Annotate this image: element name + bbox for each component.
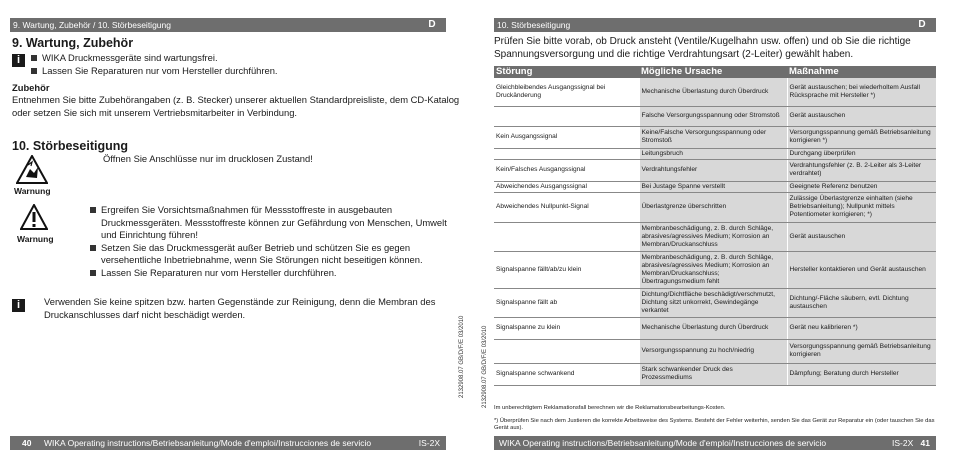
document-code: 2132908.07 GB/D/F/E 03/2010: [459, 315, 465, 398]
cell-stoerung: [494, 339, 639, 363]
table-row: [494, 181, 936, 192]
cell-massnahme: Versorgungsspannung gemäß Betriebsanleitung korrigieren *): [787, 126, 936, 148]
table-row: [494, 106, 936, 126]
left-footer: [10, 436, 446, 450]
cell-massnahme: Dämpfung; Beratung durch Hersteller: [787, 363, 936, 385]
warning-label: Warnung: [17, 234, 54, 244]
bullet-item: Ergreifen Sie Vorsichtsmaßnahmen für Messstoffreste in ausgebauten Druckmessgeräten. Messstoffreste können zur Gefährdung von Menschen, Umwelt und Einrichtung führen!: [89, 204, 459, 242]
cell-massnahme: Zulässige Überlastgrenze einhalten (siehe Betriebsanleitung); Nullpunkt mittels Potentiometer korrigieren; *): [787, 192, 936, 222]
bullet-item: Lassen Sie Reparaturen nur vom Hersteller durchführen.: [30, 65, 450, 78]
info-icon: i: [12, 299, 25, 312]
table-row: [494, 339, 936, 363]
left-header-bar: [10, 18, 446, 32]
cell-ursache: Mechanische Überlastung durch Überdruck: [639, 317, 787, 339]
bullet-item: Setzen Sie das Druckmessgerät außer Betrieb und schützen Sie es gegen versehentliche Inbetriebnahme, wenn Sie Störungen nicht beseitigen können.: [89, 242, 459, 267]
table-row: [494, 148, 936, 159]
table-row: [494, 222, 936, 251]
cell-stoerung: Abweichendes Nullpunkt-Signal: [494, 192, 639, 222]
page-number: 41: [920, 438, 930, 448]
right-header-bar: [494, 18, 936, 32]
cell-stoerung: Abweichendes Ausgangssignal: [494, 181, 639, 192]
column-header: Störung: [494, 66, 639, 78]
footer-model: IS-2X: [418, 438, 440, 448]
cell-ursache: Dichtung/Dichtfläche beschädigt/verschmutzt, Dichtung sitzt unkorrekt, Gewindegänge verkantet: [639, 288, 787, 317]
footer-text: WIKA Operating instructions/Betriebsanleitung/Mode d'emploi/Instrucciones de servicio: [44, 438, 372, 448]
troubleshooting-table: [494, 66, 936, 386]
right-footer: [494, 436, 936, 450]
table-row: [494, 251, 936, 288]
cell-stoerung: Signalspanne schwankend: [494, 363, 639, 385]
section-9-bullets: [30, 52, 450, 77]
table-row: [494, 317, 936, 339]
table-row: [494, 363, 936, 385]
cell-ursache: Verdrahtungsfehler: [639, 159, 787, 181]
cell-stoerung: Gleichbleibendes Ausgangssignal bei Druckänderung: [494, 78, 639, 106]
bullet-item: WIKA Druckmessgeräte sind wartungsfrei.: [30, 52, 450, 65]
cell-massnahme: Gerät neu kalibrieren *): [787, 317, 936, 339]
cell-stoerung: Kein Ausgangssignal: [494, 126, 639, 148]
intro-text: Prüfen Sie bitte vorab, ob Druck ansteht (Ventile/Kugelhahn usw. offen) und ob Sie die richtige Spannungsversorgung und die richtige Verdrahtungsart (2-Leiter) gewählt haben.: [494, 36, 911, 60]
footer-text: WIKA Operating instructions/Betriebsanleitung/Mode d'emploi/Instrucciones de servicio: [499, 438, 827, 448]
cell-massnahme: Hersteller kontaktieren und Gerät austauschen: [787, 251, 936, 288]
cell-stoerung: Signalspanne fällt/ab/zu klein: [494, 251, 639, 288]
table-row: [494, 78, 936, 106]
cell-massnahme: Durchgang überprüfen: [787, 148, 936, 159]
cell-ursache: Keine/Falsche Versorgungsspannung oder Stromstoß: [639, 126, 787, 148]
section-10-title: 10. Störbeseitigung: [12, 139, 128, 153]
info-2-text: Verwenden Sie keine spitzen bzw. harten Gegenstände zur Reinigung, denn die Membran des Druckanschlusses darf nicht beschädigt werden.: [44, 296, 436, 320]
cell-massnahme: Versorgungsspannung gemäß Betriebsanleitung korrigieren: [787, 339, 936, 363]
left-header-title: 9. Wartung, Zubehör / 10. Störbeseitigung: [13, 20, 171, 30]
table-row: [494, 192, 936, 222]
table-row: [494, 288, 936, 317]
footnote-reklamation: Im unberechtigtem Reklamationsfall berechnen wir die Reklamationsbearbeitungs-Kosten.: [494, 405, 726, 411]
cell-ursache: Membranbeschädigung, z. B. durch Schläge, abrasives/agressives Medium; Korrosion an Membran/Druckanschluss: [639, 222, 787, 251]
cell-ursache: Versorgungsspannung zu hoch/niedrig: [639, 339, 787, 363]
cell-stoerung: Kein/Falsches Ausgangssignal: [494, 159, 639, 181]
section-9-title: 9. Wartung, Zubehör: [12, 36, 134, 50]
cell-ursache: Membranbeschädigung, z. B. durch Schläge, abrasives/agressives Medium; Korrosion an Membran/Druckanschluss; Übertragungsmedium fehlt: [639, 251, 787, 288]
zubehoer-title: Zubehör: [12, 82, 50, 93]
cell-stoerung: Signalspanne fällt ab: [494, 288, 639, 317]
cell-massnahme: Geeignete Referenz benutzen: [787, 181, 936, 192]
zubehoer-text: Entnehmen Sie bitte Zubehörangaben (z. B. Stecker) unserer aktuellen Standardpreisliste, dem CD-Katalog oder setzen Sie sich mit unserem Vertriebsmitarbeiter in Verbindung.: [12, 94, 460, 118]
cell-stoerung: Signalspanne zu klein: [494, 317, 639, 339]
cell-stoerung: [494, 106, 639, 126]
table-row: [494, 159, 936, 181]
hand-hazard-icon: [16, 155, 48, 184]
cell-ursache: Stark schwankender Druck des Prozessmediums: [639, 363, 787, 385]
cell-massnahme: Dichtung/-Fläche säubern, evtl. Dichtung austauschen: [787, 288, 936, 317]
warning-triangle-icon: [20, 204, 48, 230]
footer-model: IS-2X: [892, 438, 914, 448]
cell-ursache: Überlastgrenze überschritten: [639, 192, 787, 222]
language-badge: D: [918, 19, 926, 30]
right-header-title: 10. Störbeseitigung: [497, 20, 571, 30]
cell-ursache: Falsche Versorgungsspannung oder Stromstoß: [639, 106, 787, 126]
cell-massnahme: Gerät austauschen; bei wiederholtem Ausfall Rücksprache mit Hersteller *): [787, 78, 936, 106]
table-header-row: [494, 66, 936, 78]
warning-1-text: Öffnen Sie Anschlüsse nur im drucklosen Zustand!: [103, 153, 313, 164]
warning-label: Warnung: [14, 186, 51, 196]
cell-ursache: Leitungsbruch: [639, 148, 787, 159]
table-row: [494, 126, 936, 148]
cell-stoerung: [494, 222, 639, 251]
info-icon: i: [12, 54, 25, 67]
cell-massnahme: Gerät austauschen: [787, 222, 936, 251]
footnote-asterisk: *) Überprüfen Sie nach dem Justieren die korrekte Arbeitsweise des Systems. Besteht der Fehler weiterhin, senden Sie das Gerät zur Reparatur ein (oder tauschen Sie das Gerät aus).: [494, 418, 935, 431]
warning-2-bullets: [89, 204, 459, 279]
document-code: 2132908.07 GB/D/F/E 03/2010: [482, 325, 488, 408]
language-badge: D: [428, 19, 436, 30]
bullet-item: Lassen Sie Reparaturen nur vom Hersteller durchführen.: [89, 267, 459, 280]
page-number: 40: [22, 438, 32, 448]
cell-stoerung: [494, 148, 639, 159]
column-header: Maßnahme: [787, 66, 936, 78]
cell-massnahme: Gerät austauschen: [787, 106, 936, 126]
cell-ursache: Bei Justage Spanne verstellt: [639, 181, 787, 192]
cell-ursache: Mechanische Überlastung durch Überdruck: [639, 78, 787, 106]
right-page: [477, 0, 954, 471]
column-header: Mögliche Ursache: [639, 66, 787, 78]
cell-massnahme: Verdrahtungsfehler (z. B. 2-Leiter als 3-Leiter verdrahtet): [787, 159, 936, 181]
